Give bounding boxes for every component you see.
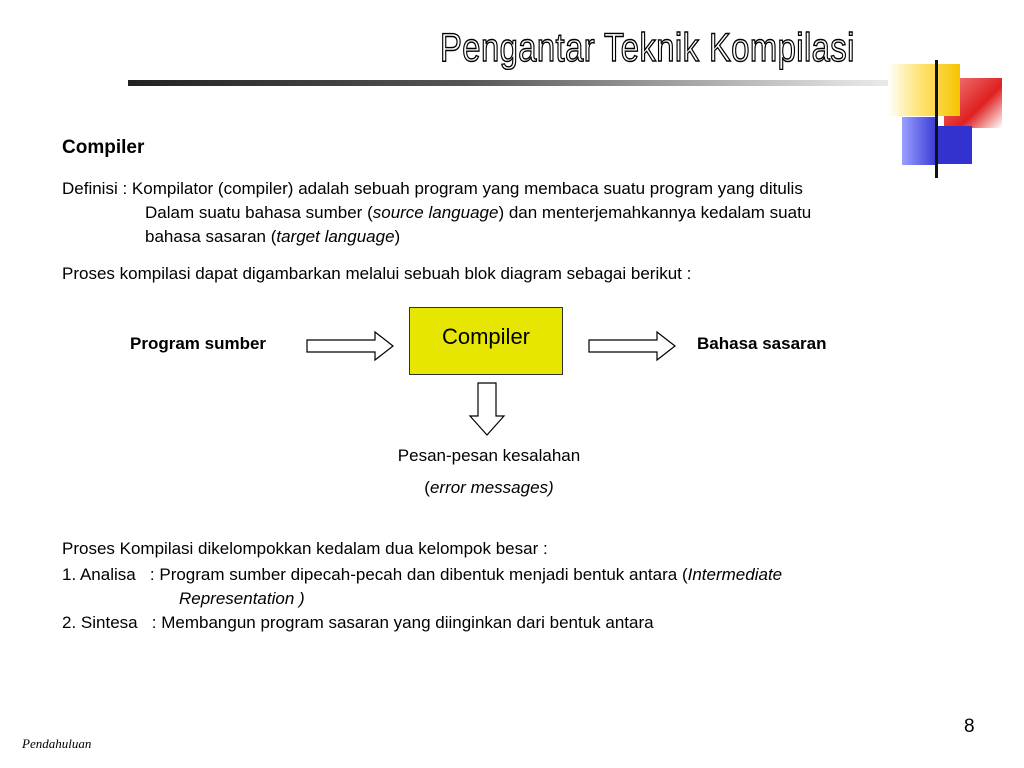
title-underline (128, 80, 970, 86)
definition-line2-text-end: ) dan menterjemahkannya kedalam suatu (498, 203, 812, 222)
decor-vertical-line (935, 60, 938, 178)
slide-title: Pengantar Teknik Kompilasi (440, 26, 855, 70)
item1-text: : Program sumber dipecah-pecah dan dibentuk menjadi bentuk antara ( (149, 565, 688, 584)
definition-line1: : Kompilator (compiler) adalah sebuah program yang membaca suatu program yang ditulis (122, 179, 803, 198)
error-messages-english (339, 478, 639, 498)
process-intro: Proses kompilasi dapat digambarkan melalui sebuah blok diagram sebagai berikut : (62, 264, 692, 283)
arrow-down-icon (469, 382, 505, 436)
error-paren: ( (424, 478, 430, 497)
item1-italic: Intermediate (687, 565, 783, 584)
decor-blue-square-left (902, 117, 936, 165)
section-heading: Compiler (62, 137, 145, 158)
definition-line2-text: Dalam suatu bahasa sumber ( (145, 203, 373, 222)
process-groups-list (62, 536, 782, 636)
diagram-target-label: Bahasa sasaran (697, 334, 827, 353)
diagram-source-label: Program sumber (130, 334, 267, 353)
definition-line2 (62, 201, 811, 225)
definition-line3-text: bahasa sasaran ( (145, 227, 277, 246)
definition-line3 (62, 225, 811, 249)
definition-label: Definisi (62, 179, 118, 198)
definition-line3-text-end: ) (394, 227, 401, 246)
definition-paragraph (62, 177, 811, 249)
groups-intro: Proses Kompilasi dikelompokkan kedalam dua kelompok besar : (62, 539, 548, 558)
error-messages-italic: error messages) (429, 478, 554, 497)
arrow-right-icon (588, 331, 678, 361)
item2-label: 2. Sintesa (62, 613, 138, 632)
page-number: 8 (964, 716, 975, 737)
item2-text: : Membangun program sasaran yang diinginkan dari bentuk antara (151, 613, 654, 632)
arrow-right-icon (306, 331, 396, 361)
item1-label: 1. Analisa (62, 565, 136, 584)
decor-yellow-square (888, 64, 960, 116)
compiler-box-label: Compiler (441, 324, 531, 349)
compiler-box (409, 307, 563, 375)
footer-label: Pendahuluan (22, 736, 92, 751)
target-language-term: target language (276, 227, 395, 246)
source-language-term: source language (372, 203, 499, 222)
item1-continuation: Representation ) (179, 589, 305, 608)
decor-blue-square-right (938, 126, 972, 164)
error-messages-label: Pesan-pesan kesalahan (397, 446, 581, 465)
